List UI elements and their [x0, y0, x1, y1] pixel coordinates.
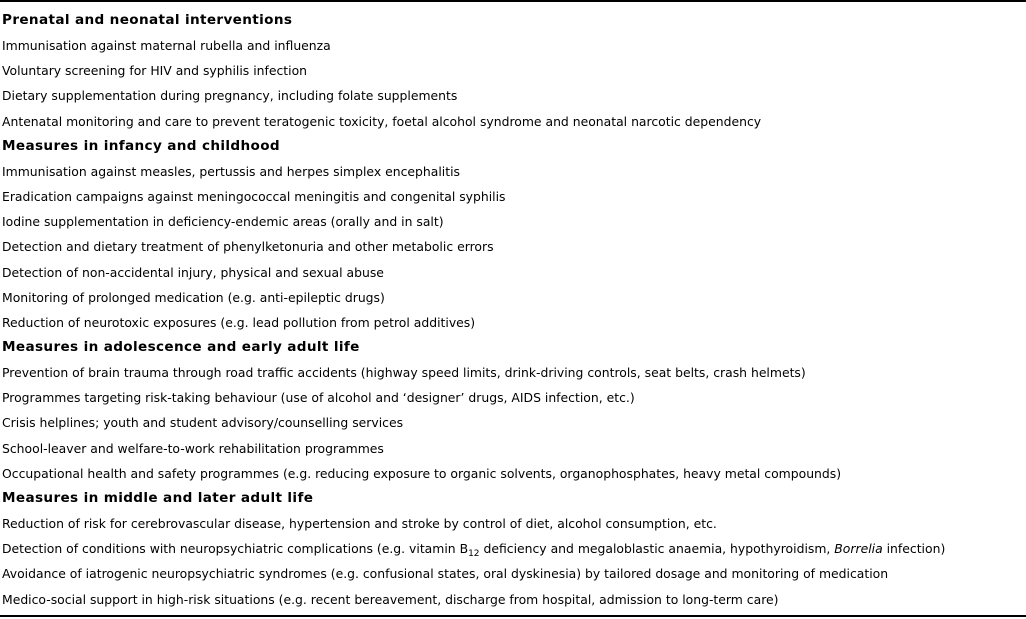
table-row: Voluntary screening for HIV and syphilis infection: [2, 63, 308, 79]
table-row: Immunisation against maternal rubella and influenza: [2, 38, 331, 53]
table-bottom-rule: [0, 615, 1026, 617]
section-heading-infancy: Measures in infancy and childhood: [2, 137, 280, 154]
table-row: Detection of non-accidental injury, physical and sexual abuse: [2, 264, 384, 280]
table-row: Occupational health and safety programmes (e.g. reducing exposure to organic solvents, organophosphates, heavy metal compounds): [2, 465, 842, 481]
table-row: Iodine supplementation in deficiency-endemic areas (orally and in salt): [2, 214, 444, 230]
table-row: Antenatal monitoring and care to prevent teratogenic toxicity, foetal alcohol syndrome and neonatal narcotic dependency: [2, 113, 762, 129]
table-row: Programmes targeting risk-taking behaviour (use of alcohol and ‘designer’ drugs, AIDS infection, etc.): [2, 390, 635, 406]
borrelia-italic: Borrelia: [834, 541, 883, 557]
table-row: Monitoring of prolonged medication (e.g. anti-epileptic drugs): [2, 289, 385, 305]
section-heading-adult: Measures in middle and later adult life: [2, 490, 314, 506]
b12-text-before: Detection of conditions with neuropsychiatric complications (e.g. vitamin B: [2, 541, 469, 557]
b12-text-after: infection): [882, 541, 946, 557]
b12-subscript: 12: [468, 549, 480, 560]
table-row: Medico-social support in high-risk situations (e.g. recent bereavement, discharge from hospital, admission to long-term care): [2, 591, 779, 607]
table-row: Crisis helplines; youth and student advisory/counselling services: [2, 415, 404, 431]
table-row: Immunisation against measles, pertussis and herpes simplex encephalitis: [2, 163, 460, 179]
table-row-b12: [2, 536, 1022, 561]
table-row: Reduction of risk for cerebrovascular disease, hypertension and stroke by control of diet, alcohol consumption, etc.: [2, 516, 717, 531]
table-row: Prevention of brain trauma through road traffic accidents (highway speed limits, drink-driving controls, seat belts, crash helmets): [2, 365, 806, 381]
section-heading-prenatal: Prenatal and neonatal interventions: [2, 12, 293, 28]
section-heading-adolescence: Measures in adolescence and early adult life: [2, 339, 360, 356]
table-row: Dietary supplementation during pregnancy, including folate supplements: [2, 88, 458, 104]
table-row: Reduction of neurotoxic exposures (e.g. lead pollution from petrol additives): [2, 314, 476, 330]
table-row: School-leaver and welfare-to-work rehabilitation programmes: [2, 440, 384, 456]
table-row: Detection and dietary treatment of phenylketonuria and other metabolic errors: [2, 239, 494, 255]
table-top-rule: [0, 0, 1026, 2]
table-row: Avoidance of iatrogenic neuropsychiatric syndromes (e.g. confusional states, oral dyskinesia) by tailored dosage and monitoring of medication: [2, 566, 889, 582]
table-row: Eradication campaigns against meningococcal meningitis and congenital syphilis: [2, 188, 506, 204]
b12-text-middle: deficiency and megaloblastic anaemia, hypothyroidism,: [479, 541, 835, 557]
interventions-table: [2, 8, 1022, 612]
